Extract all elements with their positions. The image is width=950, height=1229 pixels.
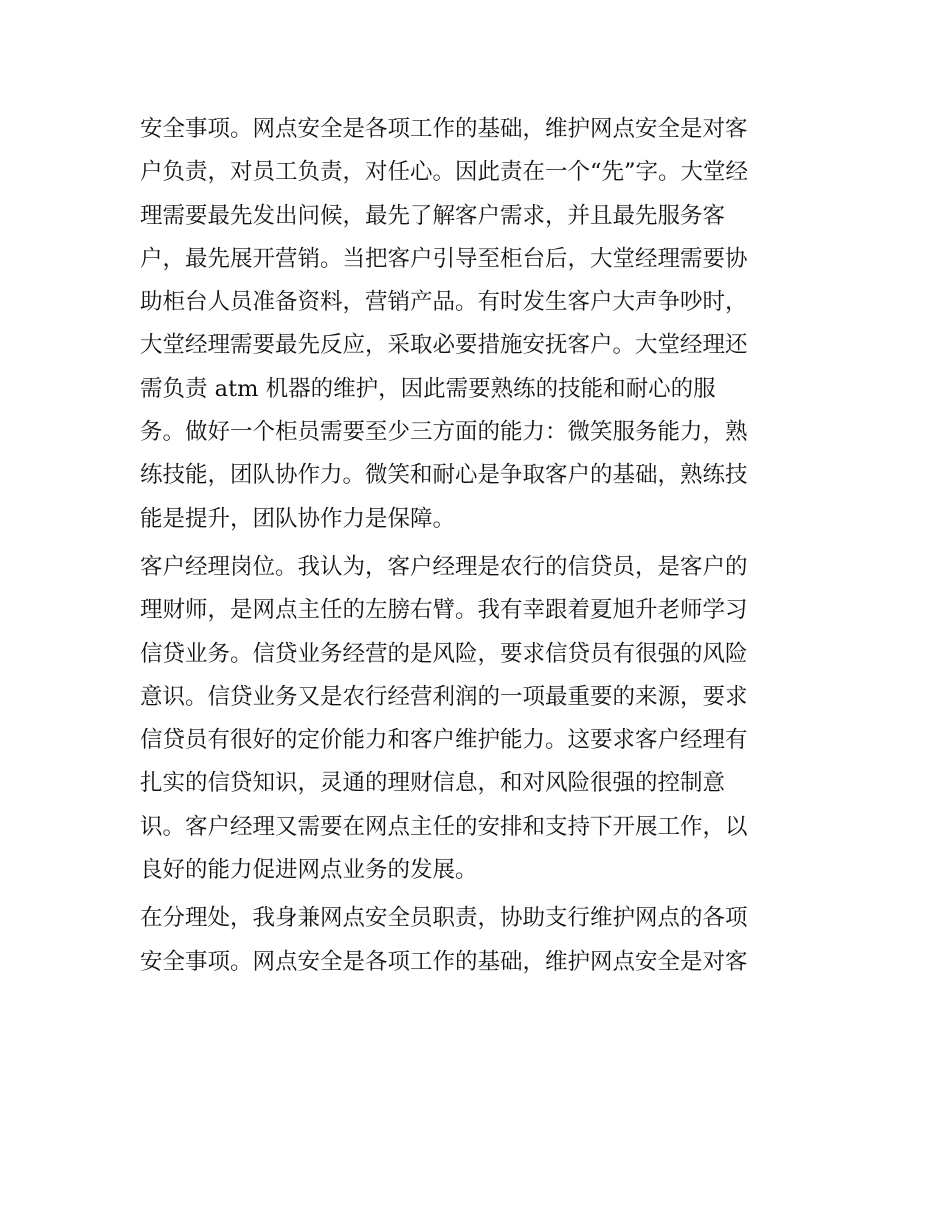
text-line: 安全事项。网点安全是各项工作的基础，维护网点安全是对客 (140, 116, 748, 142)
text-line: 信贷员有很好的定价能力和客户维护能力。这要求客户经理有 (140, 727, 748, 754)
text-line: 良好的能力促进网点业务的发展。 (140, 857, 478, 884)
text-line: 安全事项。网点安全是各项工作的基础，维护网点安全是对客 (140, 948, 748, 975)
text-line: 务。做好一个柜员需要至少三方面的能力：微笑服务能力，熟 (140, 419, 748, 446)
text-line: 理需要最先发出问候，最先了解客户需求，并且最先服务客 (140, 202, 726, 229)
text-line: 意识。信贷业务又是农行经营利润的一项最重要的来源，要求 (140, 683, 748, 710)
text-line: 扎实的信贷知识，灵通的理财信息，和对风险很强的控制意 (140, 770, 726, 797)
text-line: 大堂经理需要最先反应，采取必要措施安抚客户。大堂经理还 (140, 332, 748, 359)
text-line: 练技能，团队协作力。微笑和耐心是争取客户的基础，熟练技 (140, 462, 748, 489)
text-line: 信贷业务。信贷业务经营的是风险，要求信贷员有很强的风险 (140, 640, 748, 667)
text-line: 在分理处，我身兼网点安全员职责，协助支行维护网点的各项 (140, 905, 748, 932)
text-line: 户负责，对员工负责，对任心。因此责在一个“先”字。大堂经 (140, 159, 749, 186)
text-line: 户，最先展开营销。当把客户引导至柜台后，大堂经理需要协 (140, 245, 748, 272)
body-text (140, 108, 820, 984)
text-line: 客户经理岗位。我认为，客户经理是农行的信贷员，是客户的 (140, 553, 748, 580)
text-line: 需负责 atm 机器的维护，因此需要熟练的技能和耐心的服 (140, 375, 716, 402)
text-line: 助柜台人员准备资料，营销产品。有时发生客户大声争吵时， (140, 289, 748, 316)
text-line: 理财师，是网点主任的左膀右臂。我有幸跟着夏旭升老师学习 (140, 597, 748, 624)
text-line: 能是提升，团队协作力是保障。 (140, 505, 456, 532)
text-line: 识。客户经理又需要在网点主任的安排和支持下开展工作，以 (140, 813, 748, 840)
